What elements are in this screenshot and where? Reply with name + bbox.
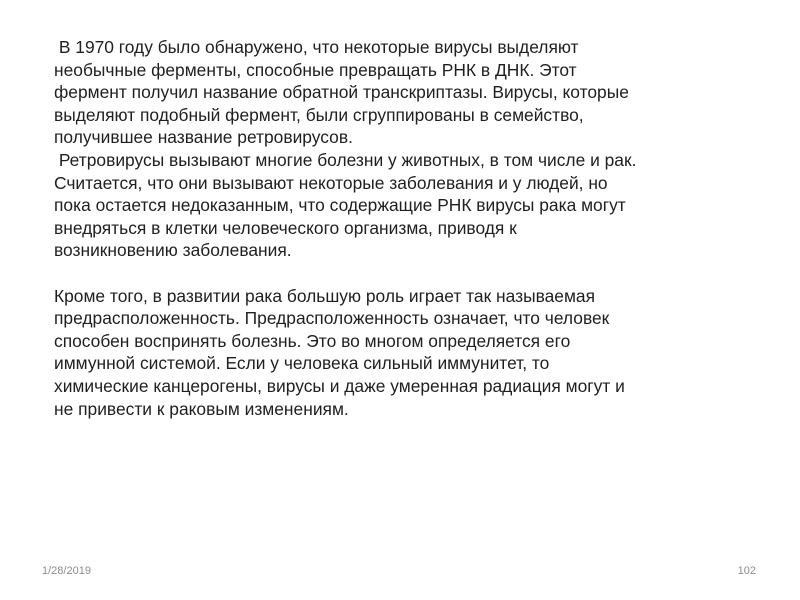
slide-body-text <box>54 36 744 420</box>
paragraph-predisposition: Кроме того, в развитии рака большую роль играет так называемая предрасположенность. Предрасположенность означает, что человек способен воспринять болезнь. Это во многом определяется его иммунной системой. Если у человека сильный иммунитет, то химические канцерогены, вирусы и даже умеренная радиация могут и не привести к раковым изменениям. <box>54 285 625 419</box>
paragraph-spacer <box>54 262 744 285</box>
paragraph-reverse-transcriptase: В 1970 году было обнаружено, что некоторые вирусы выделяют необычные ферменты, способные превращать РНК в ДНК. Этот фермент получил название обратной транскриптазы. Вирусы, которые выделяют подобный фермент, были сгруппированы в семейство, получившее название ретровирусов. <box>54 37 629 148</box>
footer-date: 1/28/2019 <box>42 565 91 577</box>
paragraph-retroviruses-diseases: Ретровирусы вызывают многие болезни у животных, в том числе и рак. Считается, что они вызывают некоторые заболевания и у людей, но пока остается недоказанным, что содержащие РНК вирусы рака могут внедряться в клетки человеческого организма, приводя к возникновению заболевания. <box>54 149 637 261</box>
slide-number: 102 <box>737 565 756 577</box>
